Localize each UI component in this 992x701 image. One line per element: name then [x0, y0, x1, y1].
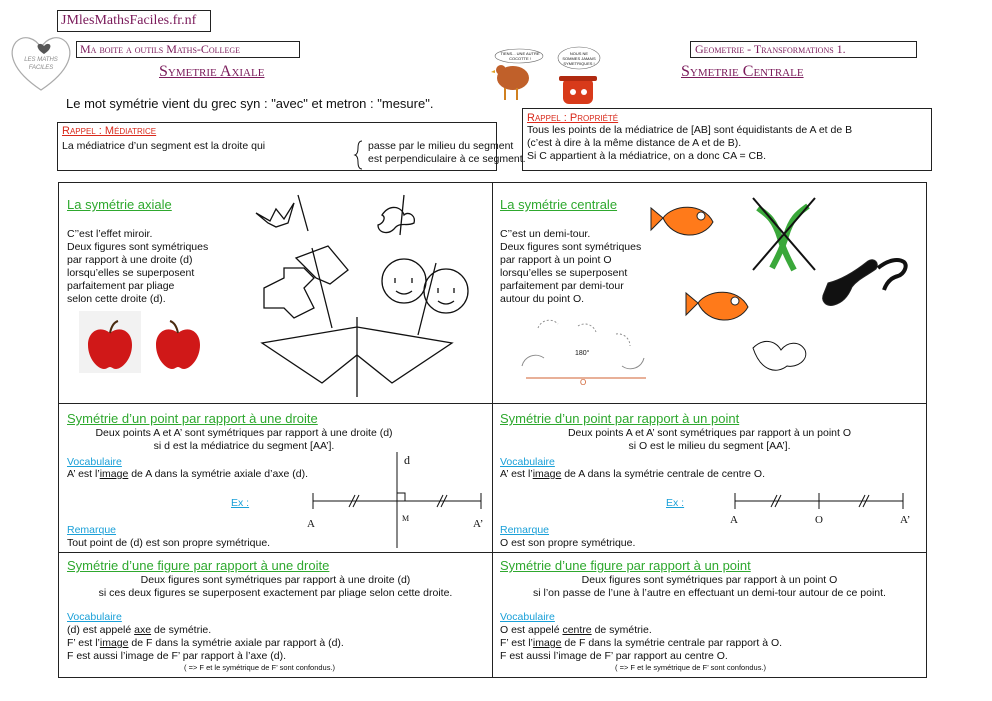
central-text — [500, 228, 641, 306]
point-center-remark: O est son propre symétrique. — [500, 537, 636, 549]
rappel-right-line-1: Tous les points de la médiatrice de [AB] sont équidistants de A et de B — [527, 124, 853, 136]
toolbox-label — [76, 41, 300, 58]
axial-line-5: parfaitement par pliage — [67, 280, 175, 292]
point-axis-vocab-b: image — [99, 468, 129, 480]
apples-illustration-icon — [79, 311, 209, 373]
rappel-right-title: Rappel : Propriété — [527, 112, 619, 124]
label-a-prime: A’ — [900, 514, 911, 526]
point-axis-title[interactable]: Symétrie d’un point par rapport à une droite — [67, 411, 318, 426]
central-shapes-illustration-icon — [643, 188, 923, 398]
toolbox-text: Ma boite a outils Maths-College — [80, 42, 240, 56]
left-title: Symetrie Axiale — [159, 63, 265, 80]
site-url[interactable]: JMlesMathsFaciles.fr.nf — [61, 13, 197, 28]
figure-center-l1-c: de symétrie. — [591, 624, 652, 636]
point-axis-ex: Ex : — [231, 497, 250, 509]
figure-axis-def — [59, 574, 492, 600]
figure-center-l2-a: F’ est l’ — [500, 637, 533, 649]
point-axis-vocab-c: de A dans la symétrie axiale d’axe (d). — [128, 468, 309, 480]
rappel-left-item-2: est perpendiculaire à ce segment. — [368, 153, 526, 165]
axial-line-1: C’’est l’effet miroir. — [67, 228, 153, 240]
central-line-2: Deux figures sont symétriques — [500, 241, 642, 253]
point-axis-figure-icon — [309, 452, 489, 552]
point-axis-remark-title: Remarque — [67, 524, 117, 536]
axial-line-3: par rapport à une droite (d) — [67, 254, 193, 266]
central-line-3: par rapport à un point O — [500, 254, 612, 266]
rappel-right-line-2: (c’est à dire à la même distance de A et de B). — [527, 137, 742, 149]
figure-center-l1 — [500, 624, 652, 637]
point-axis-def — [59, 427, 429, 453]
figure-center-title[interactable]: Symétrie d’une figure par rapport à un point — [500, 558, 751, 573]
figure-center-l1-a: O est appelé — [500, 624, 563, 636]
axial-line-4: lorsqu’elles se superposent — [67, 267, 195, 279]
axial-line-2: Deux figures sont symétriques — [67, 241, 209, 253]
figure-center-def-1: Deux figures sont symétriques par rapport à un point O — [581, 574, 838, 586]
rotation-angle: 180° — [575, 350, 590, 357]
label-d: d — [404, 453, 410, 467]
point-center-remark-title: Remarque — [500, 524, 550, 536]
logo-text: LES MATHS FACILES — [24, 57, 58, 71]
axial-title[interactable]: La symétrie axiale — [67, 197, 172, 212]
bubble-1: TIENS... UNE AUTRE COCOTTE ! — [500, 51, 540, 61]
label-a: A — [730, 514, 738, 526]
point-center-vocab — [500, 468, 765, 481]
central-line-5: parfaitement par demi-tour — [500, 280, 624, 292]
rappel-left-title: Rappel : Médiatrice — [62, 125, 157, 137]
point-axis-vocab — [67, 468, 308, 481]
point-axis-cell — [59, 404, 492, 552]
point-center-title[interactable]: Symétrie d’un point par rapport à un point — [500, 411, 740, 426]
figure-center-l2-b: image — [532, 637, 562, 649]
central-cell — [493, 183, 926, 403]
figure-axis-l3: F est aussi l’image de F’ par rapport à l’axe (d). — [67, 650, 287, 662]
point-axis-def-1: Deux points A et A’ sont symétriques par rapport à une droite (d) — [95, 427, 393, 439]
point-center-ex: Ex : — [666, 497, 685, 509]
figure-axis-def-1: Deux figures sont symétriques par rapport à une droite (d) — [140, 574, 411, 586]
cartoon — [491, 48, 601, 108]
central-line-1: C’’est un demi-tour. — [500, 228, 591, 240]
label-m: M — [402, 514, 410, 523]
figure-axis-l2-a: F’ est l’ — [67, 637, 100, 649]
figure-center-l3: F est aussi l’image de F’ par rapport au centre O. — [500, 650, 728, 662]
figure-center-def-2: si l’on passe de l’une à l’autre en effectuant un demi-tour autour de ce point. — [533, 587, 886, 599]
point-center-vocab-a: A’ est l’ — [500, 468, 533, 480]
axial-text — [67, 228, 208, 306]
figure-center-vocab-title: Vocabulaire — [500, 611, 555, 623]
point-center-cell — [493, 404, 926, 552]
rappel-mediatrice — [57, 122, 526, 171]
figure-center-l1-b: centre — [562, 624, 592, 636]
point-center-def — [493, 427, 926, 453]
figure-axis-l1-b: axe — [134, 624, 152, 636]
point-axis-vocab-title: Vocabulaire — [67, 456, 122, 468]
site-url-box[interactable] — [57, 10, 211, 32]
logo — [6, 32, 76, 92]
figure-axis-l1 — [67, 624, 211, 637]
point-center-vocab-c: de A dans la symétrie centrale de centre O. — [561, 468, 765, 480]
rappel-propriete — [522, 108, 932, 171]
point-axis-def-2: si d est la médiatrice du segment [AA’]. — [153, 440, 335, 452]
figure-center-cell — [493, 553, 926, 677]
point-axis-vocab-a: A’ est l’ — [67, 468, 100, 480]
central-line-6: autour du point O. — [500, 293, 585, 305]
point-axis-remark: Tout point de (d) est son propre symétrique. — [67, 537, 271, 549]
figure-axis-l1-a: (d) est appelé — [67, 624, 135, 636]
right-title: Symetrie Centrale — [681, 63, 804, 80]
central-line-4: lorsqu’elles se superposent — [500, 267, 628, 279]
rappel-left-item-1: passe par le milieu du segment — [368, 140, 514, 152]
axial-cell — [59, 183, 492, 403]
rappel-left-lead: La médiatrice d’un segment est la droite qui — [62, 140, 266, 152]
figure-axis-def-2: si ces deux figures se superposent exactement par pliage selon cette droite. — [98, 587, 453, 599]
figure-axis-l1-c: de symétrie. — [151, 624, 212, 636]
figure-axis-note: ( => F et le symétrique de F’ sont confondus.) — [184, 663, 336, 672]
bubble-2: NOUS NE SOMMES JAMAIS SYMETRIQUES ! — [562, 51, 596, 66]
figure-center-note: ( => F et le symétrique de F’ sont confondus.) — [615, 663, 767, 672]
point-center-def-1: Deux points A et A’ sont symétriques par rapport à un point O — [567, 427, 852, 439]
label-o: O — [815, 514, 823, 526]
axial-line-6: selon cette droite (d). — [67, 293, 166, 305]
point-center-vocab-title: Vocabulaire — [500, 456, 555, 468]
axial-shapes-illustration-icon — [254, 193, 484, 393]
label-a: A — [307, 518, 315, 530]
figure-center-def — [493, 574, 926, 600]
intro-text: Le mot symétrie vient du grec syn : "avec" et metron : "mesure". — [66, 96, 434, 111]
label-a-prime: A’ — [473, 518, 484, 530]
rotation-center: O — [580, 378, 587, 387]
figure-axis-l2 — [67, 637, 344, 650]
rappel-right-line-3: Si C appartient à la médiatrice, on a donc CA = CB. — [527, 150, 767, 162]
central-title[interactable]: La symétrie centrale — [500, 197, 618, 212]
category-label — [690, 41, 917, 58]
figure-center-l2 — [500, 637, 782, 650]
figure-axis-l2-c: de F dans la symétrie axiale par rapport à (d). — [128, 637, 344, 649]
figure-center-l2-c: de F dans la symétrie centrale par rapport à O. — [561, 637, 783, 649]
figure-axis-cell — [59, 553, 492, 677]
figure-axis-l2-b: image — [99, 637, 129, 649]
category-text: Geometrie - Transformations 1. — [695, 42, 846, 56]
point-center-vocab-b: image — [532, 468, 562, 480]
brace-icon — [354, 140, 364, 170]
figure-axis-title[interactable]: Symétrie d’une figure par rapport à une droite — [67, 558, 330, 573]
figure-axis-vocab-title: Vocabulaire — [67, 611, 122, 623]
point-center-def-2: si O est le milieu du segment [AA’]. — [628, 440, 791, 452]
